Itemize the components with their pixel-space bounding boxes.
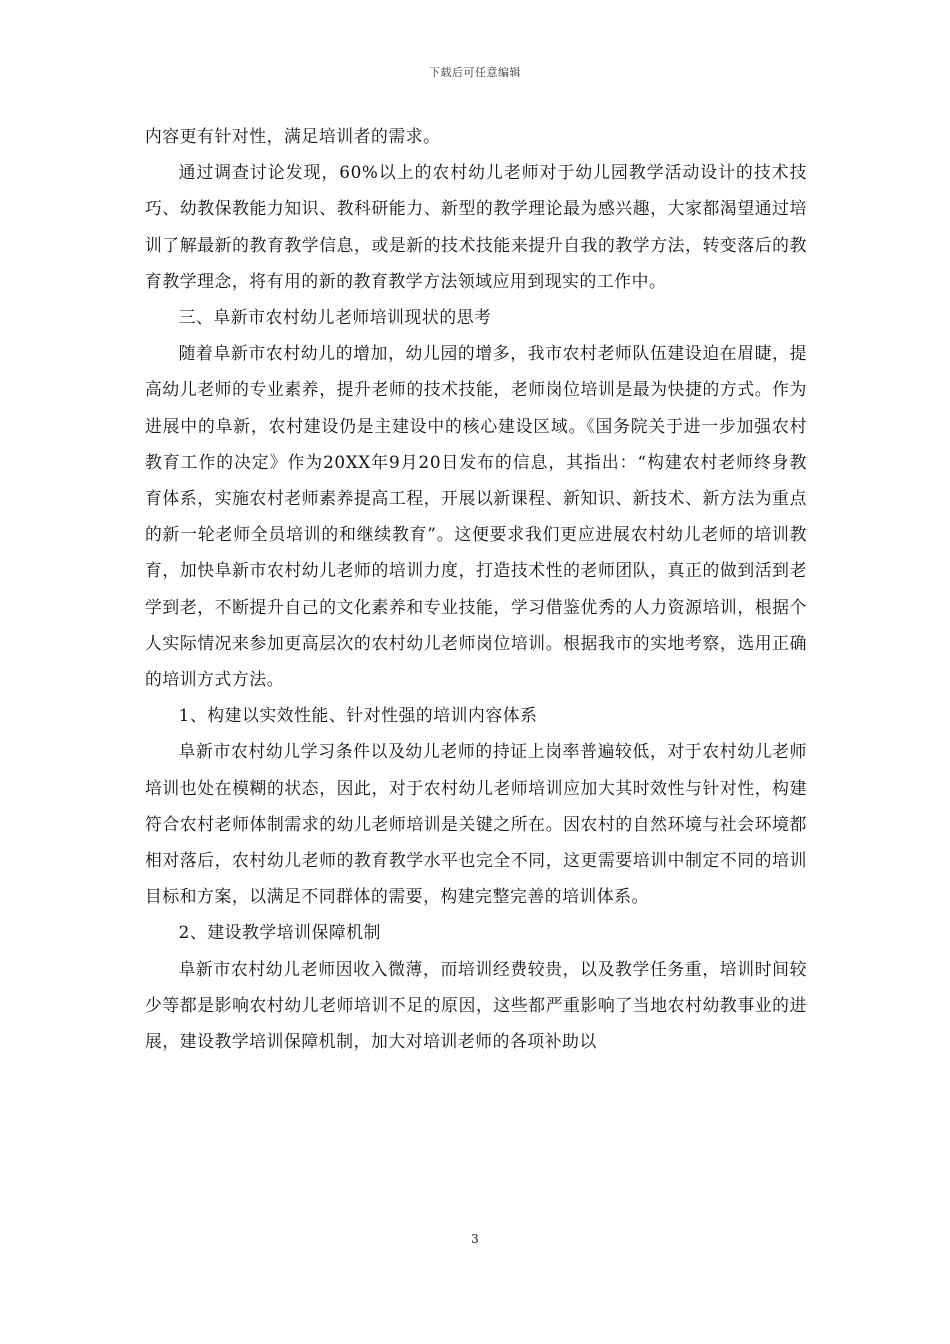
document-body (145, 118, 807, 1059)
page-number: 3 (471, 1232, 479, 1246)
paragraph-reflection: 随着阜新市农村幼儿的增加，幼儿园的增多，我市农村老师队伍建设迫在眉睫，提高幼儿老师的专业素养，提升老师的技术技能，老师岗位培训是最为快捷的方式。作为进展中的阜新，农村建设仍是主建设中的核心建设区域。《国务院关于进一步加强农村教育工作的决定》作为20XX年9月20日发布的信息，其指出：“构建农村老师终身教育体系，实施农村老师素养提高工程，开展以新课程、新知识、新技术、新方法为重点的新一轮老师全员培训的和继续教育”。这便要求我们更应进展农村幼儿老师的培训教育，加快阜新市农村幼儿老师的培训力度，打造技术性的老师团队，真正的做到活到老学到老，不断提升自己的文化素养和专业技能，学习借鉴优秀的人力资源培训，根据个人实际情况来参加更高层次的农村幼儿老师岗位培训。根据我市的实地考察，选用正确的培训方式方法。 (145, 343, 807, 690)
paragraph-guarantee: 阜新市农村幼儿老师因收入微薄，而培训经费较贵，以及教学任务重，培训时间较少等都是影响农村幼儿老师培训不足的原因，这些都严重影响了当地农村幼教事业的进展，建设教学培训保障机制，加大对培训老师的各项补助以 (145, 958, 807, 1052)
section-heading-3: 三、阜新市农村幼儿老师培训现状的思考 (178, 307, 492, 328)
paragraph-continued: 内容更有针对性，满足培训者的需求。 (145, 126, 441, 146)
paragraph-survey: 通过调查讨论发现，60%以上的农村幼儿老师对于幼儿园教学活动设计的技术技巧、幼教保教能力知识、教科研能力、新型的教学理论最为感兴趣，大家都渴望通过培训了解最新的教育教学信息，或是新的技术技能来提升自我的教学方法，转变落后的教育教学理念，将有用的新的教育教学方法领域应用到现实的工作中。 (145, 162, 807, 291)
paragraph-content-system: 阜新市农村幼儿学习条件以及幼儿老师的持证上岗率普遍较低，对于农村幼儿老师培训也处在模糊的状态，因此，对于农村幼儿老师培训应加大其时效性与针对性，构建符合农村老师体制需求的幼儿老师培训是关键之所在。因农村的自然环境与社会环境都相对落后，农村幼儿老师的教育教学水平也完全不同，这更需要培训中制定不同的培训目标和方案，以满足不同群体的需要，构建完整完善的培训体系。 (145, 741, 807, 907)
header-note: 下载后可任意编辑 (429, 66, 521, 79)
subheading-1: 1、构建以实效性能、针对性强的培训内容体系 (178, 705, 538, 726)
subheading-2: 2、建设教学培训保障机制 (178, 922, 382, 943)
